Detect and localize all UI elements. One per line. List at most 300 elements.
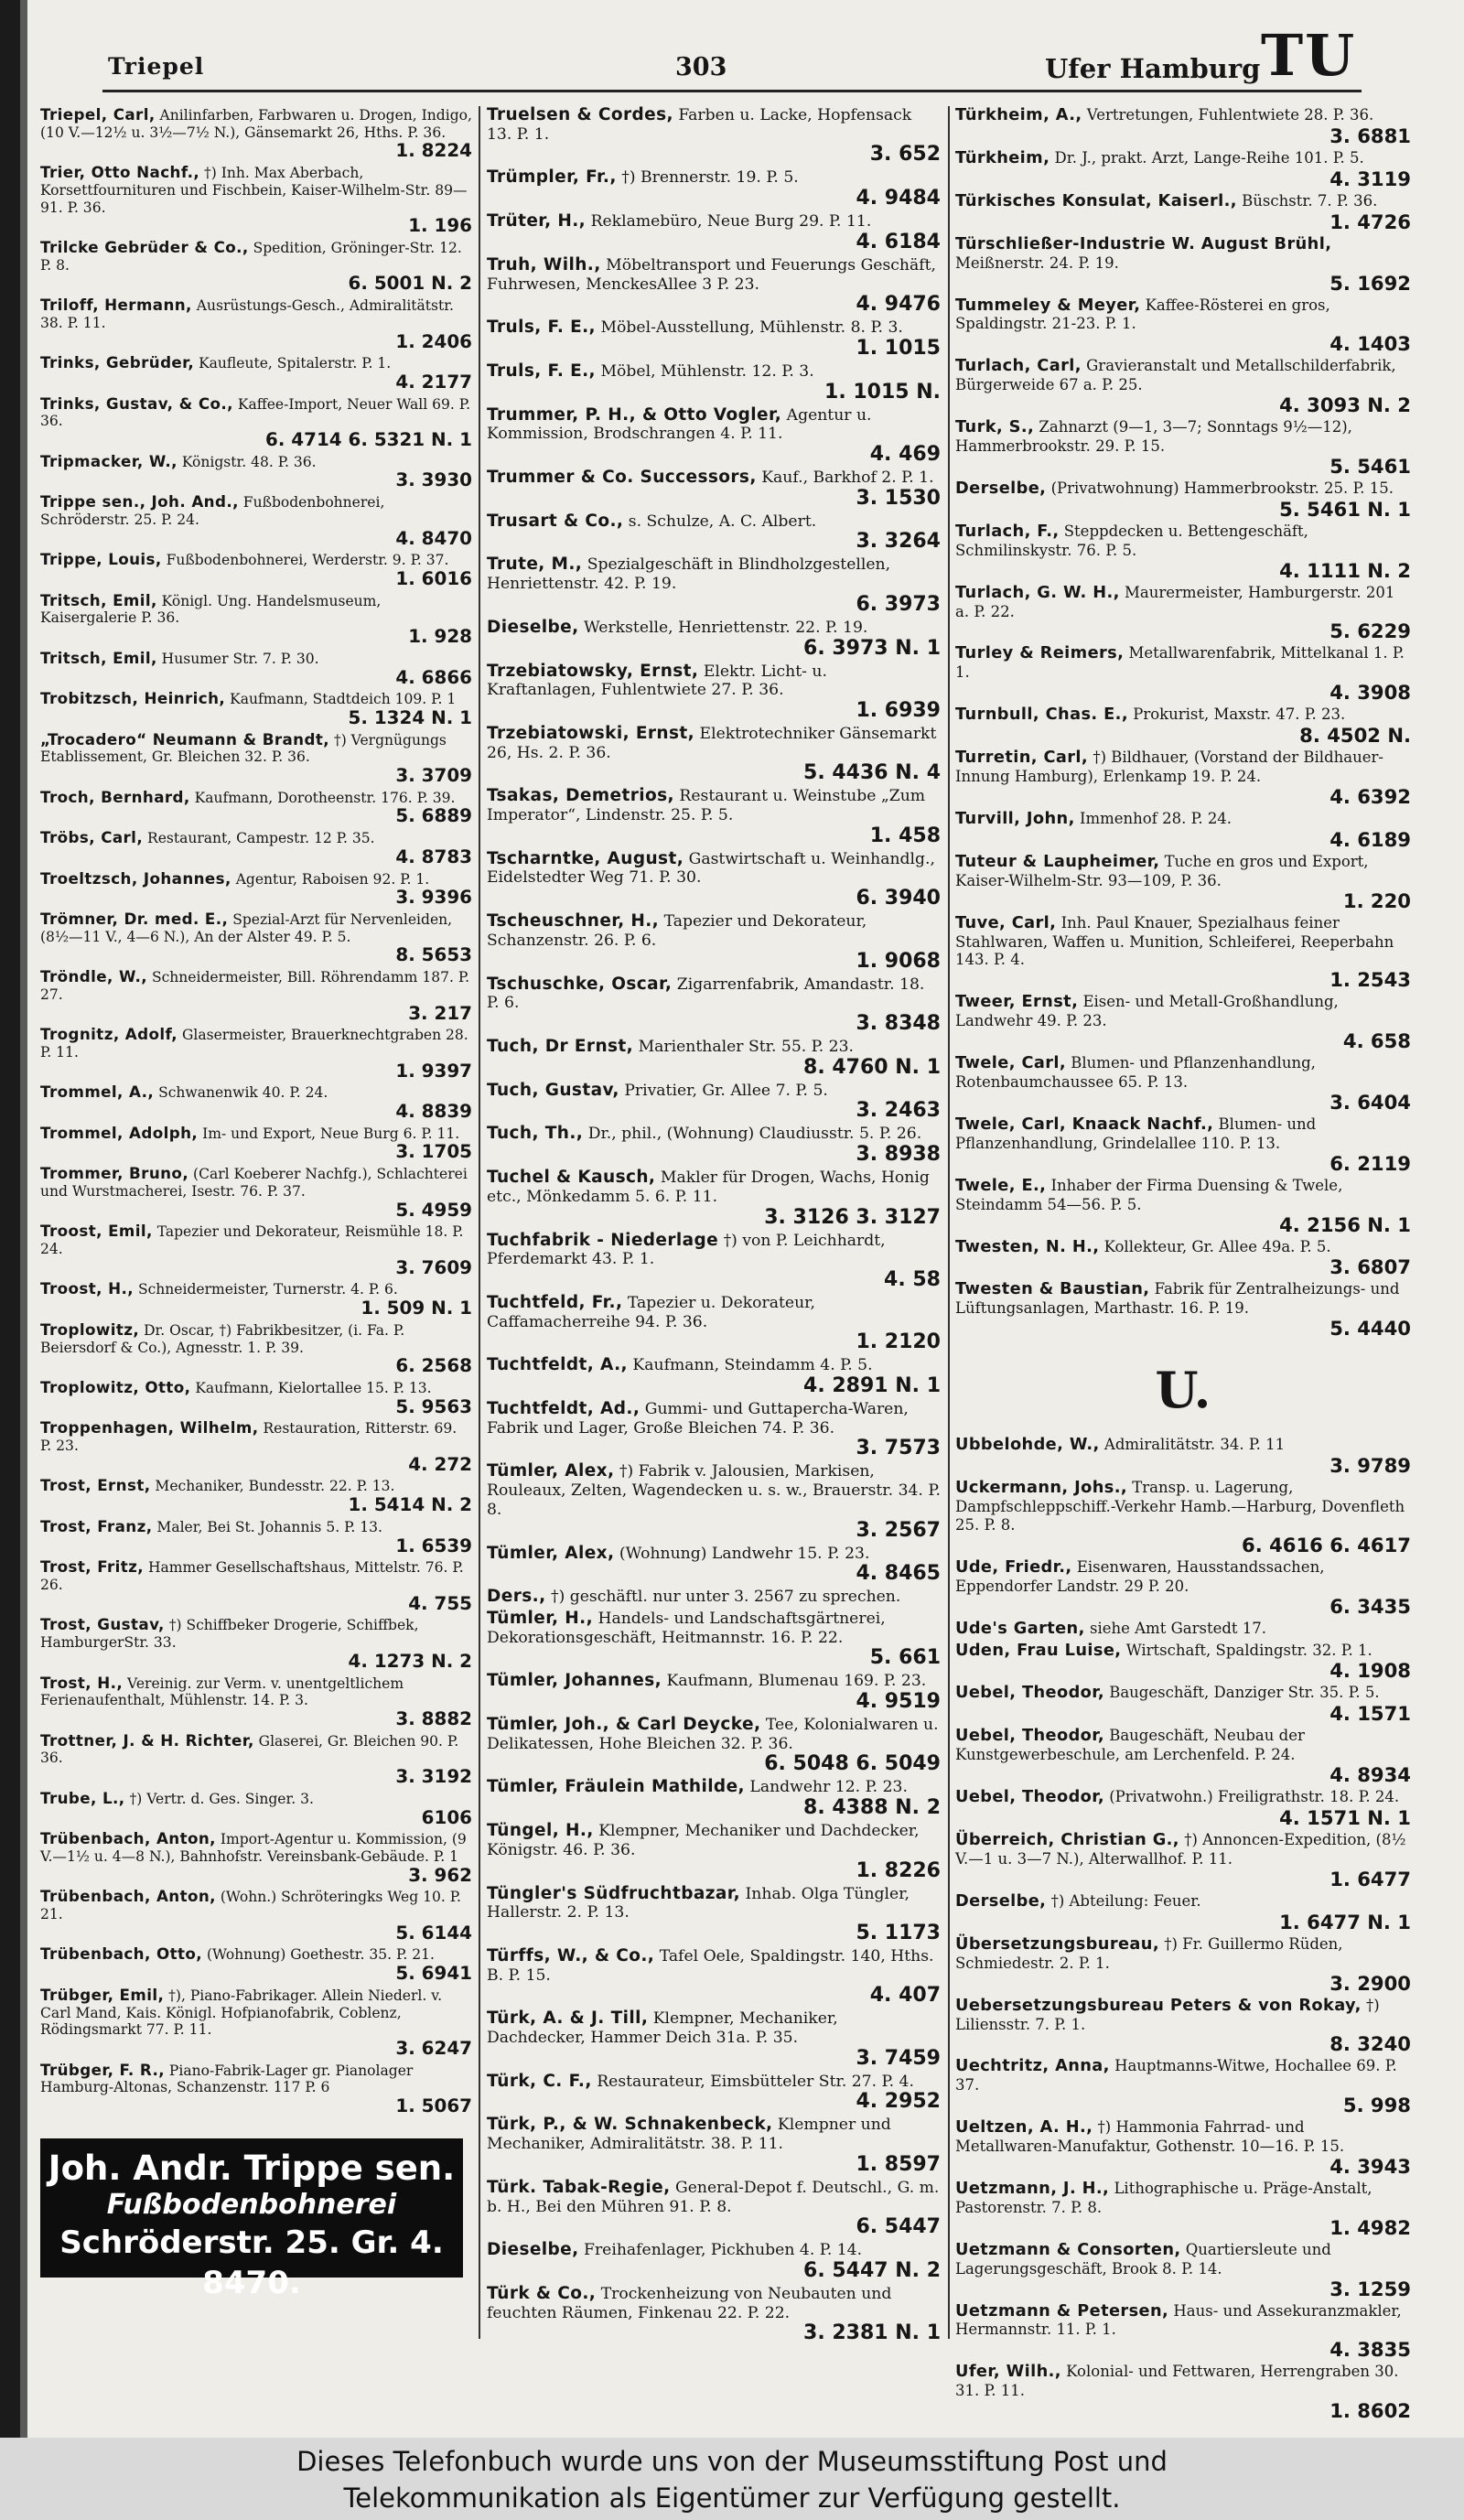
directory-entry bbox=[40, 395, 472, 450]
entry-details: Dr. J., prakt. Arzt, Lange-Reihe 101. P. 5. bbox=[1054, 148, 1364, 167]
directory-entry bbox=[487, 468, 941, 510]
entry-name: Trübger, Emil, bbox=[40, 1985, 165, 2004]
entry-name: Tümler, Fräulein Mathilde, bbox=[487, 1777, 745, 1797]
directory-entry bbox=[487, 1462, 941, 1541]
entry-name: Trübenbach, Anton, bbox=[40, 1829, 216, 1848]
directory-entry bbox=[955, 418, 1411, 477]
entry-details: Agentur u. Kommission, Brodschrangen 4. P. 11. bbox=[487, 405, 872, 444]
entry-details: Landwehr 12. P. 23. bbox=[749, 1778, 908, 1797]
entry-phone-number: 4. 272 bbox=[408, 1453, 472, 1475]
entry-name: Tuteur & Laupheimer, bbox=[955, 852, 1160, 871]
entry-phone-number: 4. 2891 N. 1 bbox=[803, 1374, 941, 1398]
directory-entry bbox=[487, 2073, 941, 2114]
entry-name: Tscharntke, August, bbox=[487, 848, 684, 868]
directory-entry bbox=[487, 555, 941, 615]
entry-details: Klempner und Mechaniker, Admiralitätstr. 38. P. 11. bbox=[487, 2116, 891, 2154]
entry-name: Trilcke Gebrüder & Co., bbox=[40, 237, 249, 256]
entry-name: Trost, Ernst, bbox=[40, 1476, 151, 1495]
entry-details: Immenhof 28. P. 24. bbox=[1079, 809, 1233, 827]
page-number: 303 bbox=[675, 53, 727, 81]
entry-details: Piano-Fabrik-Lager gr. Pianolager Hamburg-Altonas, Schanzenstr. 117 P. 6 bbox=[40, 2062, 414, 2096]
entry-details: Steppdecken u. Bettengeschäft, Schmilinskystr. 76. P. 5. bbox=[955, 522, 1308, 559]
entry-name: Turlach, F., bbox=[955, 522, 1060, 541]
entry-phone-number: 3. 1259 bbox=[1329, 2277, 1411, 2300]
entry-name: Trommer, Bruno, bbox=[40, 1164, 189, 1183]
entry-details: Blumen- und Pflanzenhandlung, Grindelallee 110. P. 13. bbox=[955, 1115, 1317, 1152]
entry-phone-number: 1. 458 bbox=[869, 824, 941, 847]
entry-name: Trube, L., bbox=[40, 1788, 125, 1807]
entry-details: Vereinig. zur Verm. v. unentgeltlichem Ferienaufenthalt, Mühlenstr. 14. P. 3. bbox=[40, 1675, 404, 1709]
directory-entry bbox=[955, 993, 1411, 1051]
directory-entry bbox=[955, 1054, 1411, 1113]
directory-entry bbox=[955, 522, 1411, 581]
entry-phone-number: 1. 1015 bbox=[856, 336, 941, 360]
directory-entry bbox=[487, 168, 941, 210]
entry-name: Tuchtfeldt, Ad., bbox=[487, 1399, 640, 1419]
advertisement bbox=[40, 2138, 463, 2301]
entry-phone-number: 6. 3940 bbox=[856, 887, 941, 910]
directory-entry bbox=[955, 1177, 1411, 1235]
entry-name: Tümler, Alex, bbox=[487, 1543, 615, 1563]
entry-phone-number: 4. 2177 bbox=[395, 371, 472, 393]
entry-phone-number: 3. 1530 bbox=[856, 486, 941, 510]
entry-name: Uebersetzungsbureau Peters & von Rokay, bbox=[955, 1996, 1362, 2015]
entry-phone-number: 5. 998 bbox=[1342, 2094, 1411, 2117]
entry-phone-number: 3. 962 bbox=[408, 1864, 472, 1886]
entry-details: †) Fr. Guillermo Rüden, Schmiedestr. 2. P. 1. bbox=[955, 1934, 1343, 1972]
entry-phone-number: 4. 6184 bbox=[856, 230, 941, 253]
entry-phone-number: 3. 8882 bbox=[395, 1707, 472, 1729]
entry-details: (Privatwohnung) Hammerbrookstr. 25. P. 15. bbox=[1050, 479, 1394, 497]
entry-details: Husumer Str. 7. P. 30. bbox=[161, 650, 319, 667]
book-spine bbox=[0, 0, 20, 2438]
directory-entry bbox=[487, 662, 941, 722]
entry-name: Trümpler, Fr., bbox=[487, 167, 617, 188]
directory-entry bbox=[955, 1620, 1411, 1639]
entry-details: Handels- und Landschaftsgärtnerei, Dekorationsgeschäft, Heitmannstr. 16. P. 22. bbox=[487, 1609, 886, 1647]
entry-details: Maler, Bei St. Johannis 5. P. 13. bbox=[156, 1518, 382, 1535]
entry-name: Tuchel & Kausch, bbox=[487, 1168, 656, 1188]
entry-name: Twele, Carl, Knaack Nachf., bbox=[955, 1115, 1214, 1134]
entry-details: †) Vergnügungs Etablissement, Gr. Bleichen 32. P. 36. bbox=[40, 731, 447, 766]
entry-phone-number: 3. 3126 3. 3127 bbox=[764, 1205, 941, 1229]
entry-phone-number: 1. 6477 bbox=[1329, 1867, 1411, 1890]
entry-phone-number: 6. 5447 N. 2 bbox=[803, 2259, 941, 2282]
entry-phone-number: 4. 9476 bbox=[856, 293, 941, 317]
entry-name: Trobitzsch, Heinrich, bbox=[40, 689, 226, 708]
directory-entry bbox=[487, 1716, 941, 1775]
entry-phone-number: 3. 3264 bbox=[856, 530, 941, 554]
entry-details: †) Brennerstr. 19. P. 5. bbox=[621, 168, 799, 188]
entry-details: Inhaber der Firma Duensing & Twele, Steindamm 54—56. P. 5. bbox=[955, 1176, 1343, 1213]
entry-name: Trute, M., bbox=[487, 555, 583, 575]
directory-entry bbox=[487, 256, 941, 316]
entry-details: Gravieranstalt und Metallschilderfabrik, Bürgerweide 67 a. P. 25. bbox=[955, 357, 1396, 394]
entry-name: Truh, Wilh., bbox=[487, 254, 601, 275]
directory-entry bbox=[487, 362, 941, 404]
entry-name: Tuch, Dr Ernst, bbox=[487, 1036, 634, 1056]
footer-notice bbox=[0, 2438, 1464, 2520]
entry-details: †) Abteilung: Feuer. bbox=[1050, 1891, 1201, 1910]
entry-name: Trzebiatowski, Ernst, bbox=[487, 723, 695, 743]
entry-name: Trippe, Louis, bbox=[40, 550, 162, 569]
entry-name: Uden, Frau Luise, bbox=[955, 1641, 1122, 1660]
entry-name: Tritsch, Emil, bbox=[40, 648, 157, 667]
directory-entry bbox=[40, 106, 472, 161]
entry-details: †) Liliensstr. 7. P. 1. bbox=[955, 1996, 1380, 2033]
entry-details: Agentur, Raboisen 92. P. 1. bbox=[235, 870, 430, 888]
entry-phone-number: 5. 4959 bbox=[395, 1199, 472, 1221]
entry-details: Kaffee-Rösterei en gros, Spaldingstr. 21-23. P. 1. bbox=[955, 296, 1330, 333]
entry-details: †) Annoncen-Expedition, (8½ V.—1 u. 3—7 N.), Alterwallhof. P. 11. bbox=[955, 1831, 1406, 1868]
entry-name: Ubbelohde, W., bbox=[955, 1436, 1100, 1455]
column-divider-2 bbox=[948, 106, 950, 2339]
column-3 bbox=[955, 106, 1411, 2424]
entry-details: Werkstelle, Henriettenstr. 22. P. 19. bbox=[584, 618, 868, 637]
entry-name: Trummer & Co. Successors, bbox=[487, 468, 757, 488]
entry-phone-number: 3. 2900 bbox=[1329, 1971, 1411, 1995]
entry-phone-number: 1. 6939 bbox=[856, 698, 941, 722]
entry-details: Vertretungen, Fuhlentwiete 28. P. 36. bbox=[1086, 106, 1374, 124]
directory-entry bbox=[955, 748, 1411, 807]
directory-entry bbox=[40, 1419, 472, 1474]
entry-phone-number: 1. 928 bbox=[408, 626, 472, 648]
entry-details: Restauration, Ritterstr. 69. P. 23. bbox=[40, 1420, 458, 1455]
entry-name: Truls, F. E., bbox=[487, 361, 596, 381]
directory-entry bbox=[40, 1558, 472, 1613]
entry-phone-number: 4. 2156 N. 1 bbox=[1279, 1212, 1411, 1236]
entry-details: Gastwirtschaft u. Weinhandlg., Eidelstedter Weg 71. P. 30. bbox=[487, 849, 935, 888]
entry-details: Quartiersleute und Lagerungsgeschäft, Brook 8. P. 14. bbox=[955, 2240, 1331, 2278]
entry-details: Spezialgeschäft in Blindholzgestellen, Henriettenstr. 42. P. 19. bbox=[487, 555, 891, 594]
entry-details: Fußbodenbohnerei, Schröderstr. 25. P. 24. bbox=[40, 494, 385, 528]
directory-entry bbox=[487, 1232, 941, 1291]
directory-entry bbox=[40, 2062, 472, 2116]
entry-name: Türkheim, bbox=[955, 148, 1050, 167]
entry-phone-number: 3. 3192 bbox=[395, 1766, 472, 1788]
entry-details: Inh. Paul Knauer, Spezialhaus feiner Stahlwaren, Waffen u. Munition, Schleiferei, Reeperbahn 143. P. 4. bbox=[955, 913, 1394, 969]
entry-details: Lithographische u. Präge-Anstalt, Pastorenstr. 7. P. 8. bbox=[955, 2180, 1372, 2216]
book-spine-edge bbox=[20, 0, 27, 2438]
entry-details: Import-Agentur u. Kommission, (9 V.—1½ u. 4—8 N.), Bahnhofstr. Vereinsbank-Gebäude. P. 1 bbox=[40, 1831, 467, 1865]
entry-details: Dr. Oscar, †) Fabrikbesitzer, (i. Fa. P. Beiersdorf & Co.), Agnesstr. 1. P. 39. bbox=[40, 1321, 405, 1356]
entry-details: Wirtschaft, Spaldingstr. 32. P. 1. bbox=[1125, 1641, 1372, 1659]
entry-details: General-Depot f. Deutschl., G. m. b. H., Bei den Mühren 91. P. 8. bbox=[487, 2178, 940, 2216]
entry-phone-number: 5. 6229 bbox=[1329, 619, 1411, 643]
entry-phone-number: 4. 3943 bbox=[1329, 2154, 1411, 2178]
entry-name: Übersetzungsbureau, bbox=[955, 1934, 1159, 1954]
entry-name: Uechtritz, Anna, bbox=[955, 2057, 1110, 2076]
entry-name: Überreich, Christian G., bbox=[955, 1831, 1179, 1850]
entry-details: Kaufmann, Stadtdeich 109. P. 1 bbox=[230, 691, 457, 708]
directory-entry bbox=[955, 235, 1411, 294]
entry-phone-number: 6. 2119 bbox=[1329, 1151, 1411, 1175]
directory-entry bbox=[40, 1083, 472, 1121]
entry-details: Eisen- und Metall-Großhandlung, Landwehr 49. P. 23. bbox=[955, 993, 1339, 1030]
entry-details: Zigarrenfabrik, Amandastr. 18. P. 6. bbox=[487, 975, 925, 1013]
entry-phone-number: 1. 4982 bbox=[1329, 2215, 1411, 2239]
directory-entry bbox=[40, 164, 472, 236]
entry-details: Admiralitätstr. 34. P. 11 bbox=[1103, 1436, 1286, 1454]
entry-name: Trier, Otto Nachf., bbox=[40, 163, 200, 182]
entry-name: Truelsen & Cordes, bbox=[487, 105, 673, 124]
entry-name: Ude, Friedr., bbox=[955, 1557, 1072, 1577]
entry-name: Trübenbach, Otto, bbox=[40, 1944, 202, 1964]
entry-phone-number: 1. 509 N. 1 bbox=[361, 1298, 472, 1319]
entry-details: Privatier, Gr. Allee 7. P. 5. bbox=[624, 1081, 828, 1100]
entry-phone-number: 3. 3930 bbox=[395, 469, 472, 491]
entry-phone-number: 4. 3093 N. 2 bbox=[1279, 393, 1411, 417]
entry-phone-number: 5. 6889 bbox=[395, 805, 472, 827]
entry-details: Farben u. Lacke, Hopfensack 13. P. 1. bbox=[487, 106, 912, 144]
entry-details: Metallwarenfabrik, Mittelkanal 1. P. 1. bbox=[955, 644, 1405, 682]
entry-details: Meißnerstr. 24. P. 19. bbox=[955, 253, 1119, 272]
entry-name: Trost, Franz, bbox=[40, 1516, 153, 1535]
entry-phone-number: 1. 196 bbox=[408, 215, 472, 237]
entry-phone-number: 4. 407 bbox=[869, 1984, 941, 2008]
entry-phone-number: 1. 8224 bbox=[395, 140, 472, 162]
running-head-right: Ufer Hamburg bbox=[1045, 53, 1261, 84]
entry-details: Prokurist, Maxstr. 47. P. 23. bbox=[1133, 705, 1346, 724]
entry-name: Tummeley & Meyer, bbox=[955, 296, 1141, 315]
entry-details: †) Bildhauer, (Vorstand der Bildhauer-Innung Hamburg), Erlenkamp 19. P. 24. bbox=[955, 748, 1383, 786]
directory-entry bbox=[40, 354, 472, 392]
entry-phone-number: 8. 4502 N. bbox=[1299, 724, 1411, 748]
entry-phone-number: 6. 3973 N. 1 bbox=[803, 636, 941, 660]
entry-name: Türffs, W., & Co., bbox=[487, 1945, 655, 1965]
directory-entry bbox=[955, 810, 1411, 850]
directory-entry bbox=[40, 650, 472, 687]
directory-entry bbox=[40, 1165, 472, 1220]
entry-details: Kaufmann, Dorotheenstr. 176. P. 39. bbox=[194, 789, 456, 806]
directory-entry bbox=[40, 493, 472, 548]
directory-entry bbox=[40, 296, 472, 351]
entry-name: Tümler, Alex, bbox=[487, 1461, 615, 1481]
entry-phone-number: 4. 8470 bbox=[395, 527, 472, 549]
section-letters: TU bbox=[1261, 22, 1357, 89]
directory-entry bbox=[955, 1831, 1411, 1890]
entry-details: Tee, Kolonialwaren u. Delikatessen, Hohe Bleichen 32. P. 36. bbox=[487, 1716, 939, 1753]
entry-phone-number: 5. 5461 bbox=[1329, 454, 1411, 478]
entry-details: †) Vertr. d. Ges. Singer. 3. bbox=[129, 1790, 314, 1807]
entry-details: Tafel Oele, Spaldingstr. 140, Hths. B. P. 15. bbox=[487, 1946, 934, 1985]
entry-name: Tümler, Johannes, bbox=[487, 1671, 662, 1691]
entry-phone-number: 1. 5067 bbox=[395, 2095, 472, 2117]
directory-entry bbox=[955, 2180, 1411, 2238]
entry-name: Türk, C. F., bbox=[487, 2071, 592, 2091]
directory-entry bbox=[487, 787, 941, 846]
directory-entry bbox=[487, 725, 941, 784]
entry-name: Trottner, J. & H. Richter, bbox=[40, 1730, 254, 1750]
ad-trade: Fußbodenbohnerei bbox=[106, 2188, 397, 2221]
entry-phone-number: 4. 8783 bbox=[395, 845, 472, 867]
entry-name: Troplowitz, bbox=[40, 1319, 140, 1339]
entry-phone-number: 5. 9563 bbox=[395, 1395, 472, 1417]
entry-phone-number: 4. 1273 N. 2 bbox=[348, 1650, 472, 1672]
entry-name: Türk, P., & W. Schnakenbeck, bbox=[487, 2115, 773, 2135]
entry-phone-number: 1. 6539 bbox=[395, 1535, 472, 1556]
entry-phone-number: 3. 2381 N. 1 bbox=[803, 2321, 941, 2345]
entry-name: Trüter, H., bbox=[487, 211, 587, 232]
entry-phone-number: 3. 3709 bbox=[395, 765, 472, 787]
entry-phone-number: 1. 1015 N. bbox=[824, 380, 941, 404]
directory-entry bbox=[40, 592, 472, 647]
directory-entry bbox=[955, 914, 1411, 991]
entry-name: Tripmacker, W., bbox=[40, 451, 178, 470]
directory-entry bbox=[40, 1222, 472, 1277]
directory-entry bbox=[40, 1477, 472, 1514]
entry-phone-number: 4. 8934 bbox=[1329, 1763, 1411, 1787]
entry-name: Trübger, F. R., bbox=[40, 2060, 165, 2079]
entry-name: Tümler, Joh., & Carl Deycke, bbox=[487, 1715, 761, 1735]
directory-entry bbox=[487, 619, 941, 660]
entry-name: Troplowitz, Otto, bbox=[40, 1377, 191, 1396]
entry-phone-number: 4. 1571 bbox=[1329, 1702, 1411, 1726]
entry-name: Trommel, A., bbox=[40, 1082, 155, 1102]
entry-details: Königl. Ung. Handelsmuseum, Kaisergalerie P. 36. bbox=[40, 592, 382, 627]
entry-name: Triepel, Carl, bbox=[40, 105, 156, 124]
directory-entry bbox=[955, 2118, 1411, 2177]
entry-details: Gummi- und Guttapercha-Waren, Fabrik und Lager, Große Bleichen 74. P. 36. bbox=[487, 1400, 909, 1438]
directory-entry bbox=[955, 479, 1411, 520]
directory-entry bbox=[487, 106, 941, 166]
entry-name: Turk, S., bbox=[955, 418, 1035, 437]
entry-details: (Wohn.) Schröteringks Weg 10. P. 21. bbox=[40, 1889, 461, 1923]
directory-entry bbox=[487, 1038, 941, 1079]
entry-name: Dieselbe, bbox=[487, 2240, 579, 2260]
directory-entry bbox=[955, 853, 1411, 911]
entry-details: Im- und Export, Neue Burg 6. P. 11. bbox=[202, 1125, 460, 1142]
entry-details: Klempner, Mechaniker, Dachdecker, Hammer Deich 31a. P. 35. bbox=[487, 2009, 838, 2048]
entry-phone-number: 3. 652 bbox=[869, 143, 941, 167]
entry-name: Trommel, Adolph, bbox=[40, 1123, 199, 1142]
entry-name: Trinks, Gebrüder, bbox=[40, 353, 195, 372]
directory-entry bbox=[487, 1356, 941, 1397]
directory-entry bbox=[487, 1672, 941, 1713]
directory-entry bbox=[40, 1888, 472, 1943]
entry-name: Triloff, Hermann, bbox=[40, 296, 192, 315]
entry-phone-number: 1. 2120 bbox=[856, 1330, 941, 1354]
directory-entry bbox=[955, 1788, 1411, 1828]
directory-entry bbox=[955, 296, 1411, 355]
directory-entry bbox=[487, 1947, 941, 2007]
entry-name: Trinks, Gustav, & Co., bbox=[40, 393, 233, 413]
directory-entry bbox=[487, 2241, 941, 2282]
entry-details: Tapezier und Dekorateur, Schanzenstr. 26. P. 6. bbox=[487, 912, 867, 950]
entry-details: †) Fabrik v. Jalousien, Markisen, Rouleaux, Zelten, Wagendecken u. s. w., Brauerstr. 34. P. 8. bbox=[487, 1462, 941, 1519]
directory-entry bbox=[955, 1997, 1411, 2055]
entry-details: Reklamebüro, Neue Burg 29. P. 11. bbox=[590, 212, 872, 232]
directory-entry bbox=[40, 1518, 472, 1556]
column-2 bbox=[487, 106, 941, 2347]
entry-phone-number: 3. 6247 bbox=[395, 2038, 472, 2059]
directory-entry bbox=[40, 870, 472, 908]
entry-name: Uebel, Theodor, bbox=[955, 1788, 1104, 1807]
entry-details: †) geschäftl. nur unter 3. 2567 zu sprechen. bbox=[550, 1588, 901, 1607]
entry-details: Transp. u. Lagerung, Dampfschleppschiff.-Verkehr Hamb.—Harburg, Dovenfleth 25. P. 8. bbox=[955, 1479, 1405, 1534]
entry-details: Spedition, Gröninger-Str. 12. P. 8. bbox=[40, 239, 462, 274]
directory-entry bbox=[40, 1125, 472, 1162]
entry-details: (Privatwohn.) Freiligrathstr. 18. P. 24. bbox=[1109, 1788, 1400, 1806]
entry-phone-number: 5. 1324 N. 1 bbox=[348, 706, 472, 728]
directory-entry bbox=[955, 1238, 1411, 1278]
directory-entry bbox=[487, 1125, 941, 1166]
entry-phone-number: 8. 4760 N. 1 bbox=[803, 1055, 941, 1079]
entry-phone-number: 5. 5461 N. 1 bbox=[1279, 497, 1411, 521]
entry-details: Möbel, Mühlenstr. 12. P. 3. bbox=[600, 361, 814, 381]
entry-details: Glasermeister, Brauerknechtgraben 28. P. 11. bbox=[40, 1027, 468, 1061]
entry-phone-number: 5. 6941 bbox=[395, 1963, 472, 1985]
ad-address: Schröderstr. 25. Gr. 4. 8470. bbox=[59, 2224, 444, 2301]
entry-name: Trost, H., bbox=[40, 1673, 124, 1692]
entry-name: Troeltzsch, Johannes, bbox=[40, 868, 231, 888]
entry-name: Dieselbe, bbox=[487, 617, 579, 637]
directory-entry bbox=[955, 149, 1411, 189]
entry-phone-number: 5. 4440 bbox=[1329, 1317, 1411, 1341]
entry-details: Baugeschäft, Neubau der Kunstgewerbeschule, am Lerchenfeld. P. 24. bbox=[955, 1727, 1305, 1764]
directory-entry bbox=[40, 453, 472, 490]
entry-details: Elektrotechniker Gänsemarkt 26, Hs. 2. P. 36. bbox=[487, 724, 937, 762]
entry-details: Schwanenwik 40. P. 24. bbox=[158, 1084, 328, 1102]
entry-phone-number: 4. 9484 bbox=[856, 187, 941, 210]
entry-name: Ueltzen, A. H., bbox=[955, 2118, 1093, 2138]
entry-details: (Wohnung) Goethestr. 35. P. 21. bbox=[206, 1946, 435, 1964]
entry-phone-number: 1. 9397 bbox=[395, 1060, 472, 1082]
entry-phone-number: 1. 2543 bbox=[1329, 968, 1411, 992]
entry-name: Türkheim, A., bbox=[955, 106, 1082, 124]
directory-entry bbox=[487, 2179, 941, 2238]
directory-entry bbox=[955, 1727, 1411, 1785]
entry-name: Trost, Gustav, bbox=[40, 1615, 165, 1634]
entry-phone-number: 5. 4436 N. 4 bbox=[803, 761, 941, 785]
entry-details: Tuche en gros und Export, Kaiser-Wilhelm-Str. 93—109, P. 36. bbox=[955, 852, 1369, 889]
entry-details: †), Piano-Fabrikager. Allein Niederl. v. Carl Mand, Kais. Königl. Hofpianofabrik, Coblenz, Rödingsmarkt 77. P. 11. bbox=[40, 1987, 443, 2039]
entry-phone-number: 4. 1403 bbox=[1329, 332, 1411, 356]
entry-name: Tuch, Th., bbox=[487, 1124, 584, 1144]
entry-details: Kaufleute, Spitalerstr. P. 1. bbox=[199, 355, 392, 372]
entry-name: Derselbe, bbox=[955, 479, 1047, 498]
entry-phone-number: 4. 3119 bbox=[1329, 167, 1411, 190]
entry-name: Tscheuschner, H., bbox=[487, 911, 660, 932]
entry-name: Trömner, Dr. med. E., bbox=[40, 909, 229, 928]
entry-phone-number: 5. 1692 bbox=[1329, 271, 1411, 295]
directory-entry bbox=[955, 1935, 1411, 1994]
directory-entry bbox=[40, 690, 472, 727]
directory-entry bbox=[955, 1642, 1411, 1682]
entry-name: Tuch, Gustav, bbox=[487, 1080, 619, 1100]
entry-phone-number: 4. 3835 bbox=[1329, 2338, 1411, 2362]
entry-details: Fußbodenbohnerei, Werderstr. 9. P. 37. bbox=[166, 552, 449, 569]
entry-name: Uebel, Theodor, bbox=[955, 1727, 1104, 1746]
directory-entry bbox=[40, 1945, 472, 1983]
entry-phone-number: 8. 3240 bbox=[1329, 2032, 1411, 2056]
entry-phone-number: 4. 6866 bbox=[395, 666, 472, 688]
entry-details: †) Inh. Max Aberbach, Korsettfournituren und Fischbein, Kaiser-Wilhelm-Str. 89—91. P. 36. bbox=[40, 165, 468, 216]
entry-phone-number: 1. 2406 bbox=[395, 330, 472, 352]
entry-details: Eisenwaren, Hausstandssachen, Eppendorfer Landstr. 29 P. 20. bbox=[955, 1557, 1325, 1595]
entry-name: Troost, H., bbox=[40, 1279, 134, 1298]
entry-name: Derselbe, bbox=[955, 1891, 1047, 1911]
directory-entry bbox=[40, 1987, 472, 2059]
entry-phone-number: 3. 2567 bbox=[856, 1518, 941, 1542]
directory-entry bbox=[40, 239, 472, 294]
directory-entry bbox=[40, 968, 472, 1023]
entry-details: Kaffee-Import, Neuer Wall 69. P. 36. bbox=[40, 395, 471, 430]
entry-phone-number: 6. 3435 bbox=[1329, 1594, 1411, 1618]
entry-name: Uetzmann & Consorten, bbox=[955, 2240, 1181, 2259]
entry-details: Kauf., Barkhof 2. P. 1. bbox=[761, 468, 934, 488]
entry-name: Tröbs, Carl, bbox=[40, 828, 144, 847]
